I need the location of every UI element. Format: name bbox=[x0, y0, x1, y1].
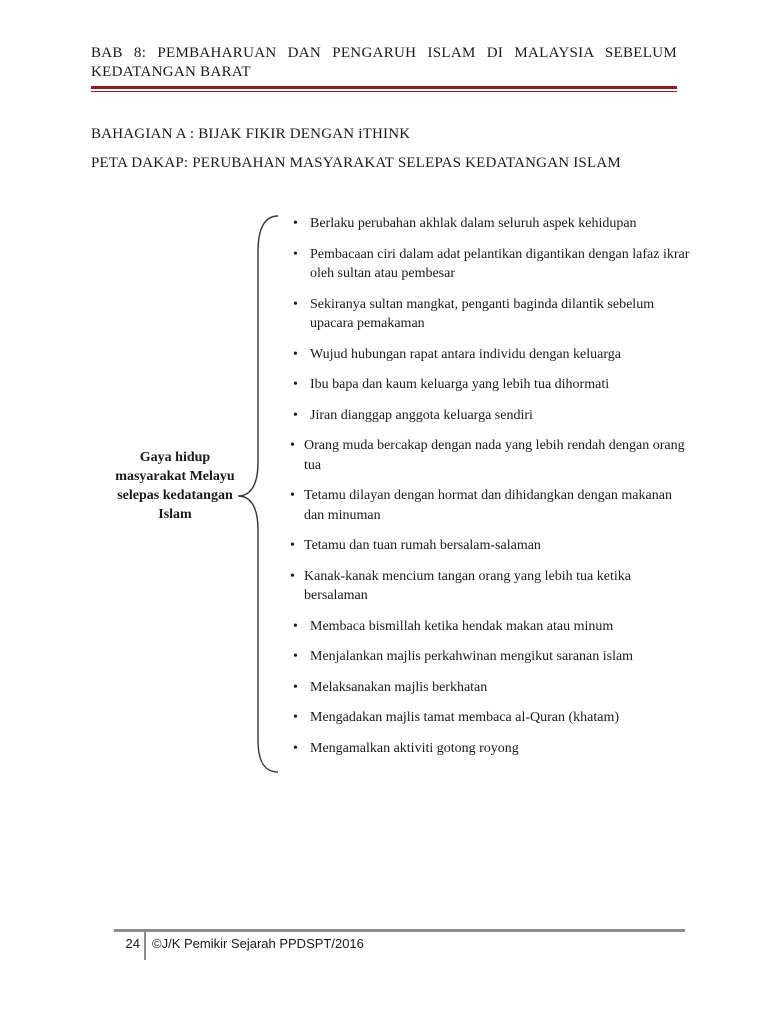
list-item: • Jiran dianggap anggota keluarga sendiri bbox=[290, 406, 690, 426]
header-rule-thick bbox=[91, 86, 677, 89]
bullet-list bbox=[290, 214, 690, 769]
list-item: • Menjalankan majlis perkahwinan mengikut saranan islam bbox=[290, 647, 690, 667]
list-item: • Wujud hubungan rapat antara individu dengan keluarga bbox=[290, 345, 690, 365]
list-item: • Mengamalkan aktiviti gotong royong bbox=[290, 739, 690, 759]
list-item: • Mengadakan majlis tamat membaca al-Quran (khatam) bbox=[290, 708, 690, 728]
header-rule-thin bbox=[91, 91, 677, 92]
list-item: • Berlaku perubahan akhlak dalam seluruh aspek kehidupan bbox=[290, 214, 690, 234]
list-item: • Ibu bapa dan kaum keluarga yang lebih tua dihormati bbox=[290, 375, 690, 395]
list-item: • Melaksanakan majlis berkhatan bbox=[290, 678, 690, 698]
list-item: • Tetamu dan tuan rumah bersalam-salaman bbox=[290, 536, 690, 556]
brace-connector bbox=[236, 212, 280, 776]
list-item: • Membaca bismillah ketika hendak makan atau minum bbox=[290, 617, 690, 637]
page-number: 24 bbox=[125, 936, 140, 951]
footer-credit: ©J/K Pemikir Sejarah PPDSPT/2016 bbox=[152, 936, 364, 951]
brace-map-topic: Gaya hidup masyarakat Melayu selepas kedatangan Islam bbox=[115, 450, 235, 522]
chapter-title: BAB 8: PEMBAHARUAN DAN PENGARUH ISLAM DI MALAYSIA SEBELUM KEDATANGAN BARAT bbox=[91, 45, 677, 80]
list-item: • Tetamu dilayan dengan hormat dan dihidangkan dengan makanan dan minuman bbox=[290, 486, 690, 525]
section-heading: BAHAGIAN A : BIJAK FIKIR DENGAN iTHINK bbox=[91, 126, 411, 142]
list-item: • Pembacaan ciri dalam adat pelantikan digantikan dengan lafaz ikrar oleh sultan atau pembesar bbox=[290, 245, 690, 284]
list-item: • Sekiranya sultan mangkat, penganti baginda dilantik sebelum upacara pemakaman bbox=[290, 295, 690, 334]
list-item: • Orang muda bercakap dengan nada yang lebih rendah dengan orang tua bbox=[290, 436, 690, 475]
map-title: PETA DAKAP: PERUBAHAN MASYARAKAT SELEPAS KEDATANGAN ISLAM bbox=[91, 155, 621, 171]
footer-rule bbox=[114, 929, 685, 932]
footer-divider bbox=[144, 932, 146, 960]
list-item: • Kanak-kanak mencium tangan orang yang lebih tua ketika bersalaman bbox=[290, 567, 690, 606]
